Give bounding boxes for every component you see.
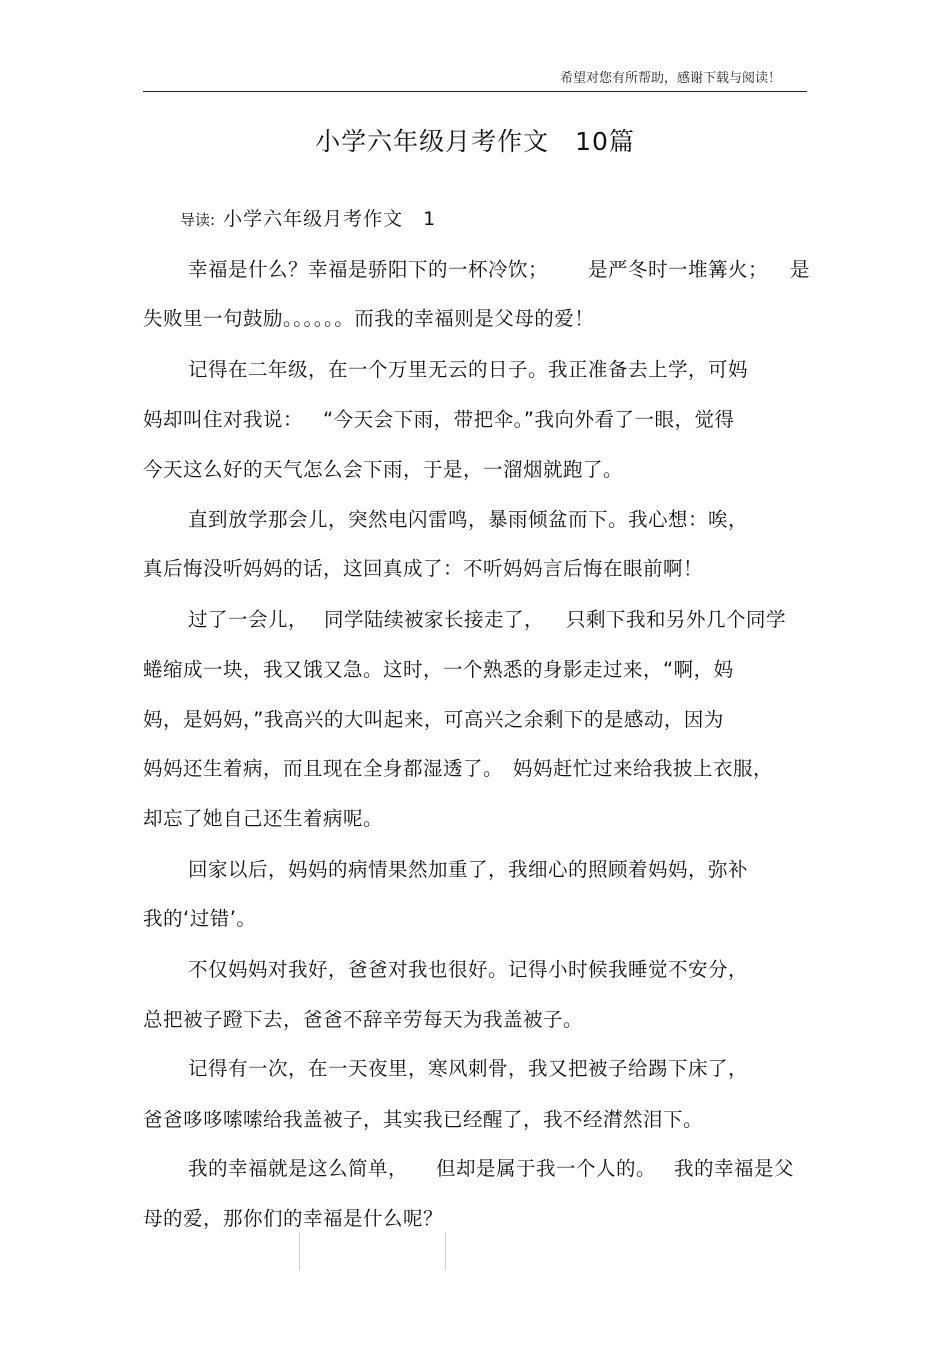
text-line: 真后悔没听妈妈的话，这回真成了：不听妈妈言后悔在眼前啊！ bbox=[143, 557, 704, 580]
text-line: 记得在二年级，在一个万里无云的日子。我正准备去上学，可妈 bbox=[188, 358, 749, 381]
text-line: 妈妈还生着病，而且现在全身都湿透了。 妈妈赶忙过来给我披上衣服， bbox=[143, 757, 774, 780]
header-note: 希望对您有所帮助，感谢下载与阅读！ bbox=[560, 71, 782, 86]
text-line: 失败里一句鼓励。。。。。。而我的幸福则是父母的爱！ bbox=[143, 307, 595, 330]
subtitle bbox=[180, 204, 436, 231]
text-line: 妈，是妈妈，”我高兴的大叫起来，可高兴之余剩下的是感动，因为 bbox=[143, 708, 724, 731]
text-line: 今天这么好的天气怎么会下雨，于是，一溜烟就跑了。 bbox=[143, 458, 624, 481]
text-line: 不仅妈妈对我好，爸爸对我也很好。记得小时候我睡觉不安分， bbox=[188, 958, 749, 981]
text-line: 我的‘过错’。 bbox=[143, 907, 257, 930]
header-rule bbox=[143, 91, 807, 92]
text-line: 记得有一次，在一天夜里，寒风刺骨，我又把被子给踢下床了， bbox=[188, 1057, 749, 1080]
text-line: 总把被子蹬下去，爸爸不辞辛劳每天为我盖被子。 bbox=[143, 1008, 584, 1031]
text-line: 过了一会儿， 同学陆续被家长接走了， 只剩下我和另外几个同学 bbox=[188, 608, 787, 631]
text-line: 爸爸哆哆嗦嗦给我盖被子，其实我已经醒了，我不经潸然泪下。 bbox=[143, 1108, 704, 1131]
text-line: 回家以后，妈妈的病情果然加重了，我细心的照顾着妈妈，弥补 bbox=[188, 858, 749, 881]
text-line: 幸福是什么？幸福是骄阳下的一杯冷饮； 是严冬时一堆篝火； 是 bbox=[188, 258, 811, 281]
subtitle-lead: 导读: bbox=[180, 211, 216, 229]
divider-line bbox=[445, 1232, 446, 1270]
text-line: 直到放学那会儿，突然电闪雷鸣，暴雨倾盆而下。我心想：唉， bbox=[188, 508, 749, 531]
text-line: 母的爱，那你们的幸福是什么呢？ bbox=[143, 1207, 444, 1230]
text-line: 妈却叫住对我说： “今天会下雨，带把伞。”我向外看了一眼，觉得 bbox=[143, 408, 735, 431]
divider-line bbox=[299, 1232, 300, 1270]
subtitle-text: 小学六年级月考作文 1 bbox=[223, 208, 437, 230]
text-line: 我的幸福就是这么简单， 但却是属于我一个人的。 我的幸福是父 bbox=[188, 1157, 795, 1180]
document-title: 小学六年级月考作文 10篇 bbox=[315, 127, 635, 156]
text-line: 却忘了她自己还生着病呢。 bbox=[143, 807, 384, 830]
text-line: 蜷缩成一块，我又饿又急。这时，一个熟悉的身影走过来，“啊，妈 bbox=[143, 658, 734, 681]
